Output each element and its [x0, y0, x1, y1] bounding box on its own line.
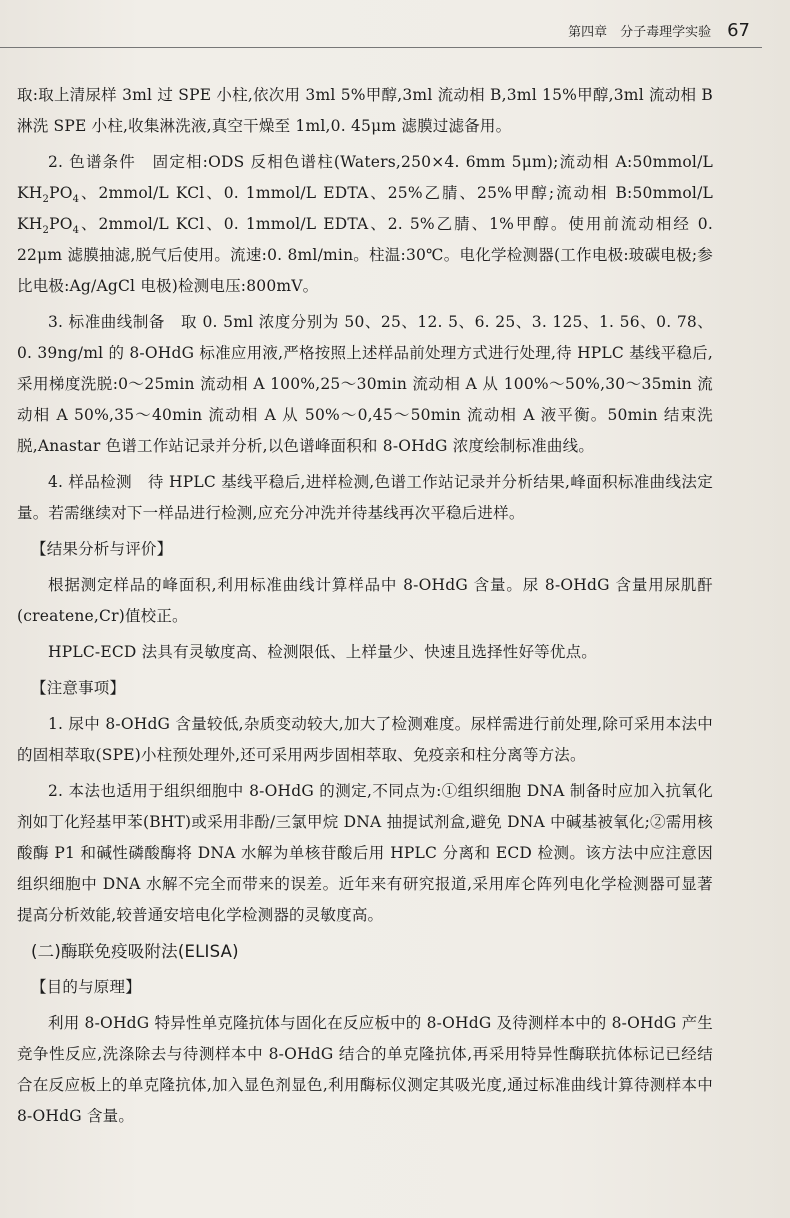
subscript: 2 [42, 225, 50, 237]
subscript: 2 [42, 194, 50, 206]
paragraph-note-1: 1. 尿中 8-OHdG 含量较低,杂质变动较大,加大了检测难度。尿样需进行前处理,除可采用本法中的固相萃取(SPE)小柱预处理外,还可采用两步固相萃取、免疫亲和柱分离等方法。 [17, 715, 713, 764]
heading-results: 【结果分析与评价】 [31, 540, 173, 558]
page-number: 67 [727, 20, 750, 41]
paragraph-sample-prep: 取:取上清尿样 3ml 过 SPE 小柱,依次用 3ml 5%甲醇,3ml 流动相 B,3ml 15%甲醇,3ml 流动相 B 淋洗 SPE 小柱,收集淋洗液,真空干燥至 1ml,0. 45μm 滤膜过滤备用。 [17, 86, 713, 135]
heading-purpose: 【目的与原理】 [31, 978, 141, 996]
paragraph-sample-detection: 4. 样品检测 待 HPLC 基线平稳后,进样检测,色谱工作站记录并分析结果,峰面积标准曲线法定量。若需继续对下一样品进行检测,应充分冲洗并待基线再次平稳后进样。 [17, 473, 713, 522]
paragraph-note-2: 2. 本法也适用于组织细胞中 8-OHdG 的测定,不同点为:①组织细胞 DNA 制备时应加入抗氧化剂如丁化羟基甲苯(BHT)或采用非酚/三氯甲烷 DNA 抽提试剂盒,避免 DNA 中碱基被氧化;②需用核酸酶 P1 和碱性磷酸酶将 DNA 水解为单核苷酸后用 HPLC 分离和 ECD 检测。该方法中应注意因组织细胞中 DNA 水解不完全而带来的误差。近年来有研究报道,采用库仑阵列电化学检测器可显著提高分析效能,较普通安培电化学检测器的灵敏度高。 [17, 782, 713, 924]
chapter-title: 第四章 分子毒理学实验 [568, 25, 712, 40]
paragraph-elisa-principle: 利用 8-OHdG 特异性单克隆抗体与固化在反应板中的 8-OHdG 及待测样本中的 8-OHdG 产生竞争性反应,洗涤除去与待测样本中 8-OHdG 结合的单克隆抗体,再采用特异性酶联抗体标记已经结合在反应板上的单克隆抗体,加入显色剂显色,利用酶标仪测定其吸光度,通过标准曲线计算待测样本中 8-OHdG 含量。 [17, 1014, 713, 1125]
text-run: PO [49, 184, 73, 202]
text-run: 、2mmol/L KCl、0. 1mmol/L EDTA、2. 5%乙腈、1%甲醇。使用前流动相经 0. 22μm 滤膜抽滤,脱气后使用。流速:0. 8ml/min。柱温:30℃。电化学检测器(工作电极:玻碳电极;参比电极:Ag/AgCl 电极)检测电压:800mV。 [17, 215, 713, 295]
page-body [17, 80, 713, 1137]
heading-notes: 【注意事项】 [31, 679, 126, 697]
heading-elisa: (二)酶联免疫吸附法(ELISA) [31, 942, 239, 961]
paragraph-results-2: HPLC-ECD 法具有灵敏度高、检测限低、上样量少、快速且选择性好等优点。 [48, 643, 597, 661]
text-run: 2. 色谱条件 固定相:ODS 反相色谱柱(Waters,250×4. 6mm 5μm);流动相 A:50mmol/L KH [17, 153, 713, 202]
paragraph-standard-curve: 3. 标准曲线制备 取 0. 5ml 浓度分别为 50、25、12. 5、6. 25、3. 125、1. 56、0. 78、0. 39ng/ml 的 8-OHdG 标准应用液,严格按照上述样品前处理方式进行处理,待 HPLC 基线平稳后,采用梯度洗脱:0～25min 流动相 A 100%,25～30min 流动相 A 从 100%～50%,30～35min 流动相 A 50%,35～40min 流动相 A 从 50%～0,45～50min 流动相 A 液平衡。50min 结束洗脱,Anastar 色谱工作站记录并分析,以色谱峰面积和 8-OHdG 浓度绘制标准曲线。 [17, 313, 713, 455]
running-header [568, 20, 750, 41]
paragraph-results-1: 根据测定样品的峰面积,利用标准曲线计算样品中 8-OHdG 含量。尿 8-OHdG 含量用尿肌酐(createne,Cr)值校正。 [17, 576, 713, 625]
text-run: PO [49, 215, 73, 233]
subscript: 4 [72, 225, 80, 237]
header-rule [0, 47, 762, 48]
paragraph-chromatography-conditions [17, 147, 713, 302]
text-run: 、2mmol/L KCl、0. 1mmol/L EDTA、25%乙腈、25%甲醇;流动相 B:50mmol/L KH [17, 184, 713, 233]
subscript: 4 [72, 194, 80, 206]
